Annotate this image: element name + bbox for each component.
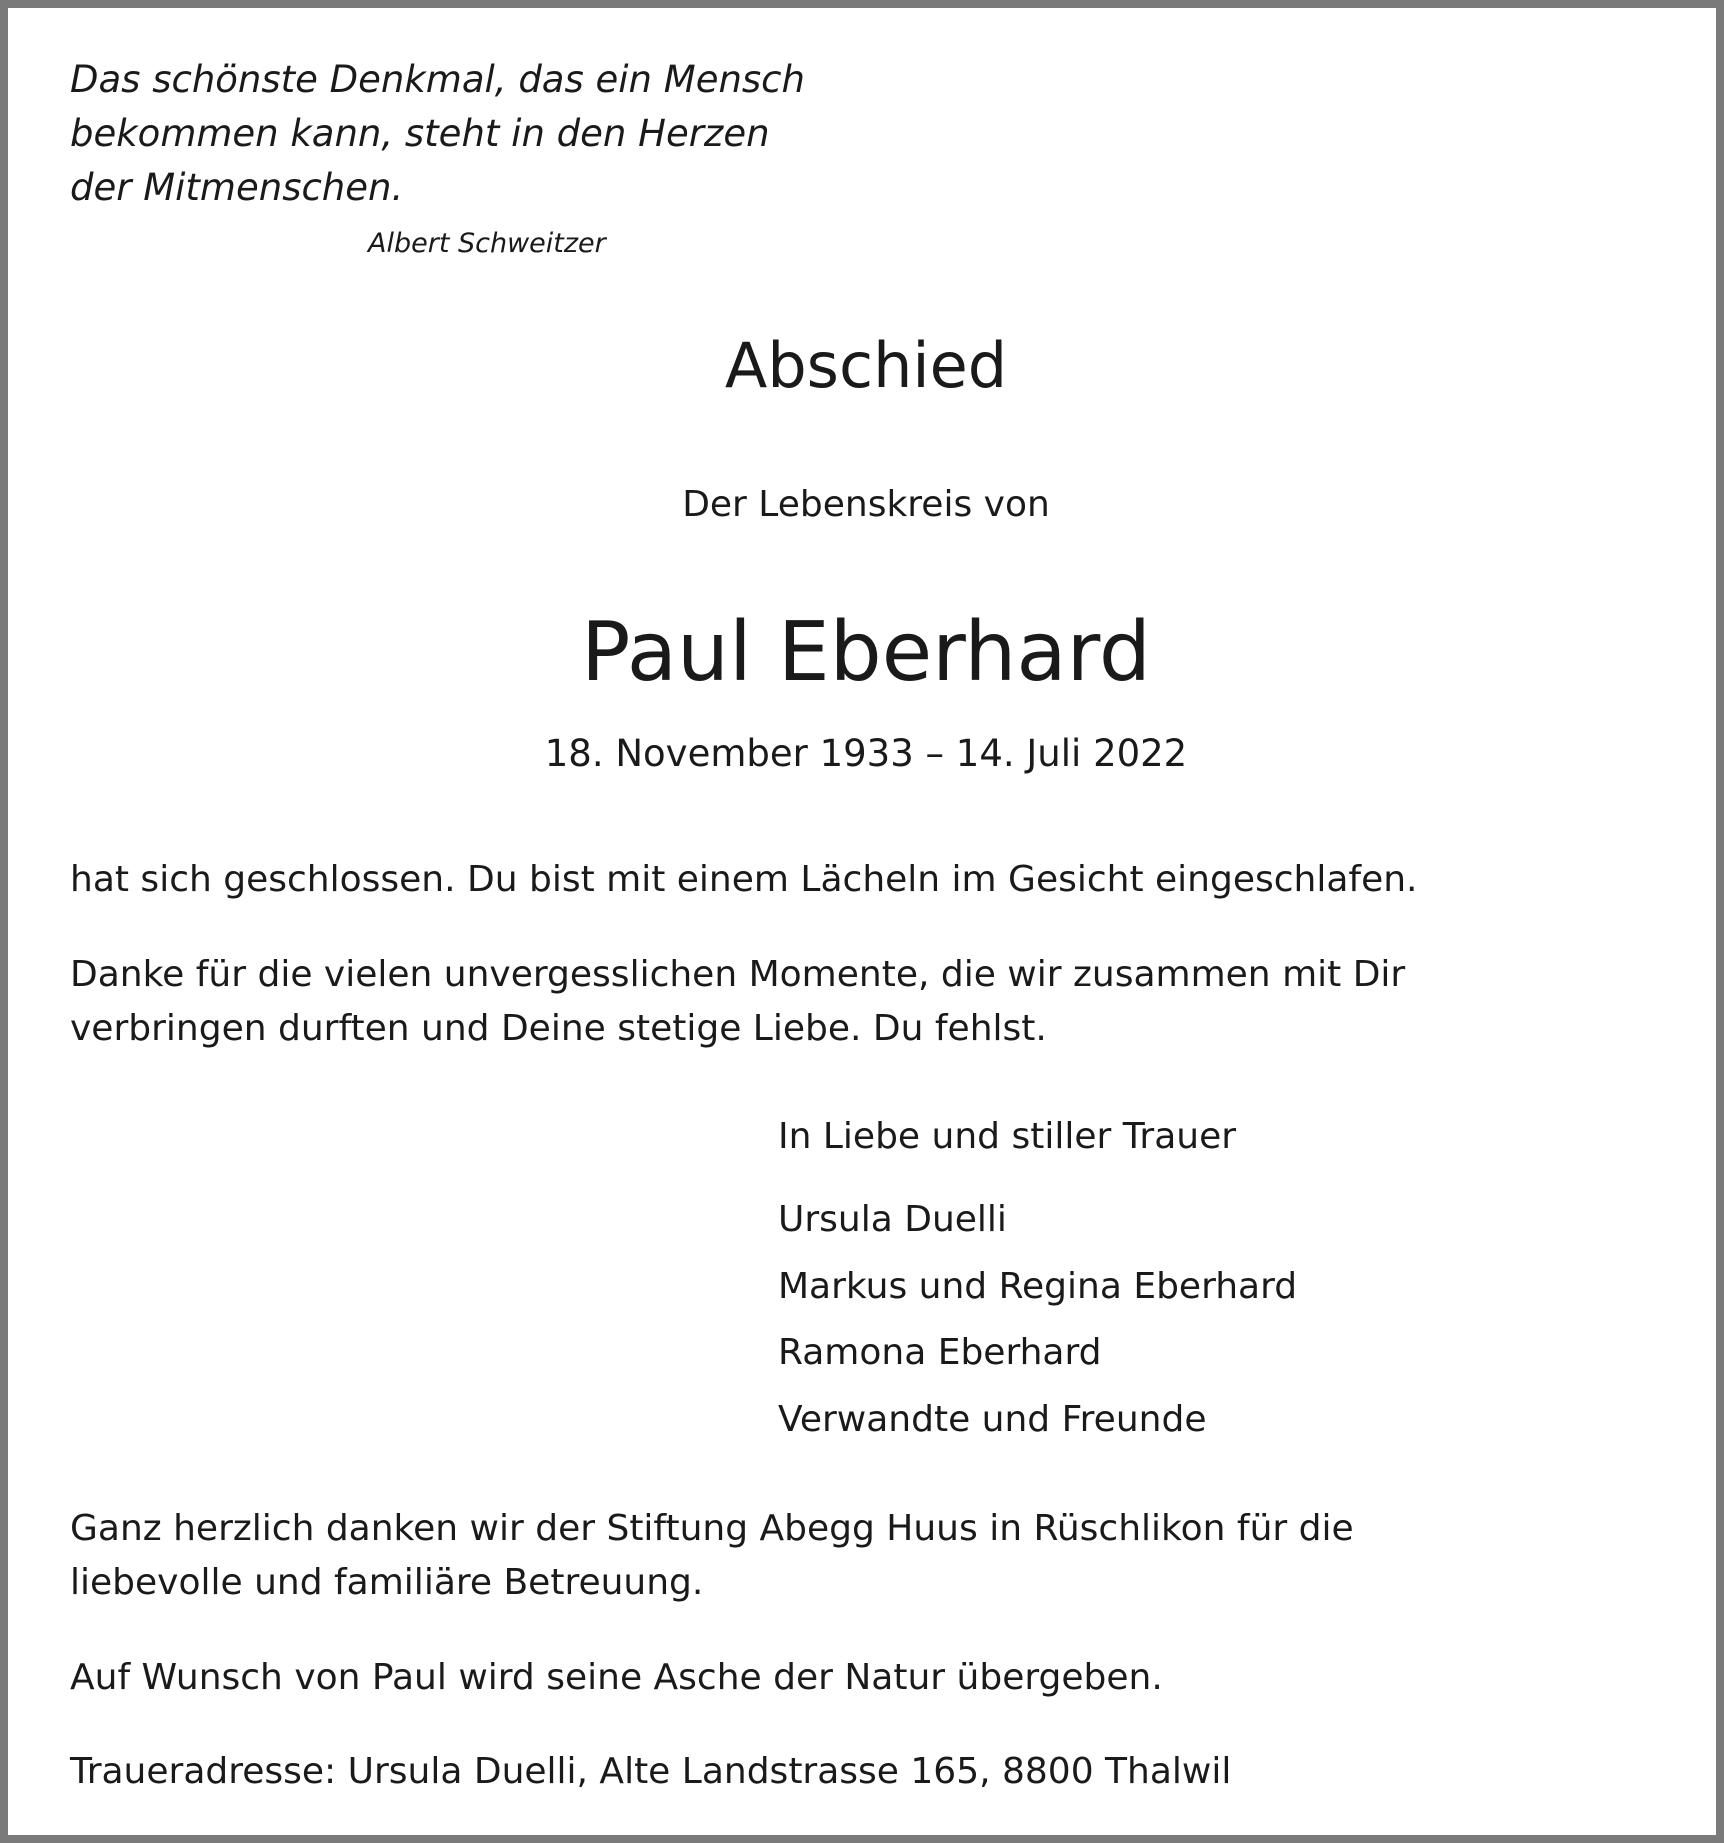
deceased-name: Paul Eberhard	[581, 605, 1151, 700]
closing-thanks-line: liebevolle und familiäre Betreuung.	[70, 1562, 704, 1603]
quote-line: Das schönste Denkmal, das ein Mensch	[70, 58, 805, 101]
thanks-line: Danke für die vielen unvergesslichen Momente, die wir zusammen mit Dir	[70, 954, 1406, 995]
address-line: Traueradresse: Ursula Duelli, Alte Landstrasse 165, 8800 Thalwil	[70, 1751, 1232, 1792]
thanks-line: verbringen durften und Deine stetige Liebe. Du fehlst.	[70, 1008, 1047, 1049]
body-line: hat sich geschlossen. Du bist mit einem Lächeln im Gesicht eingeschlafen.	[70, 859, 1418, 900]
mourner-name: Ursula Duelli	[778, 1199, 1007, 1240]
mourner-name: Verwandte und Freunde	[778, 1399, 1207, 1440]
mourner-name: Ramona Eberhard	[778, 1332, 1102, 1373]
life-dates: 18. November 1933 – 14. Juli 2022	[544, 732, 1188, 775]
quote-line: der Mitmenschen.	[70, 166, 404, 209]
quote-line: bekommen kann, steht in den Herzen	[70, 112, 770, 155]
mourners-intro: In Liebe und stiller Trauer	[778, 1116, 1237, 1157]
quote-author: Albert Schweitzer	[368, 228, 606, 259]
mourner-name: Markus und Regina Eberhard	[778, 1266, 1298, 1307]
heading: Abschied	[724, 329, 1008, 402]
wish-line: Auf Wunsch von Paul wird seine Asche der Natur übergeben.	[70, 1657, 1163, 1698]
closing-thanks-line: Ganz herzlich danken wir der Stiftung Abegg Huus in Rüschlikon für die	[70, 1508, 1354, 1549]
intro-text: Der Lebenskreis von	[682, 484, 1050, 525]
